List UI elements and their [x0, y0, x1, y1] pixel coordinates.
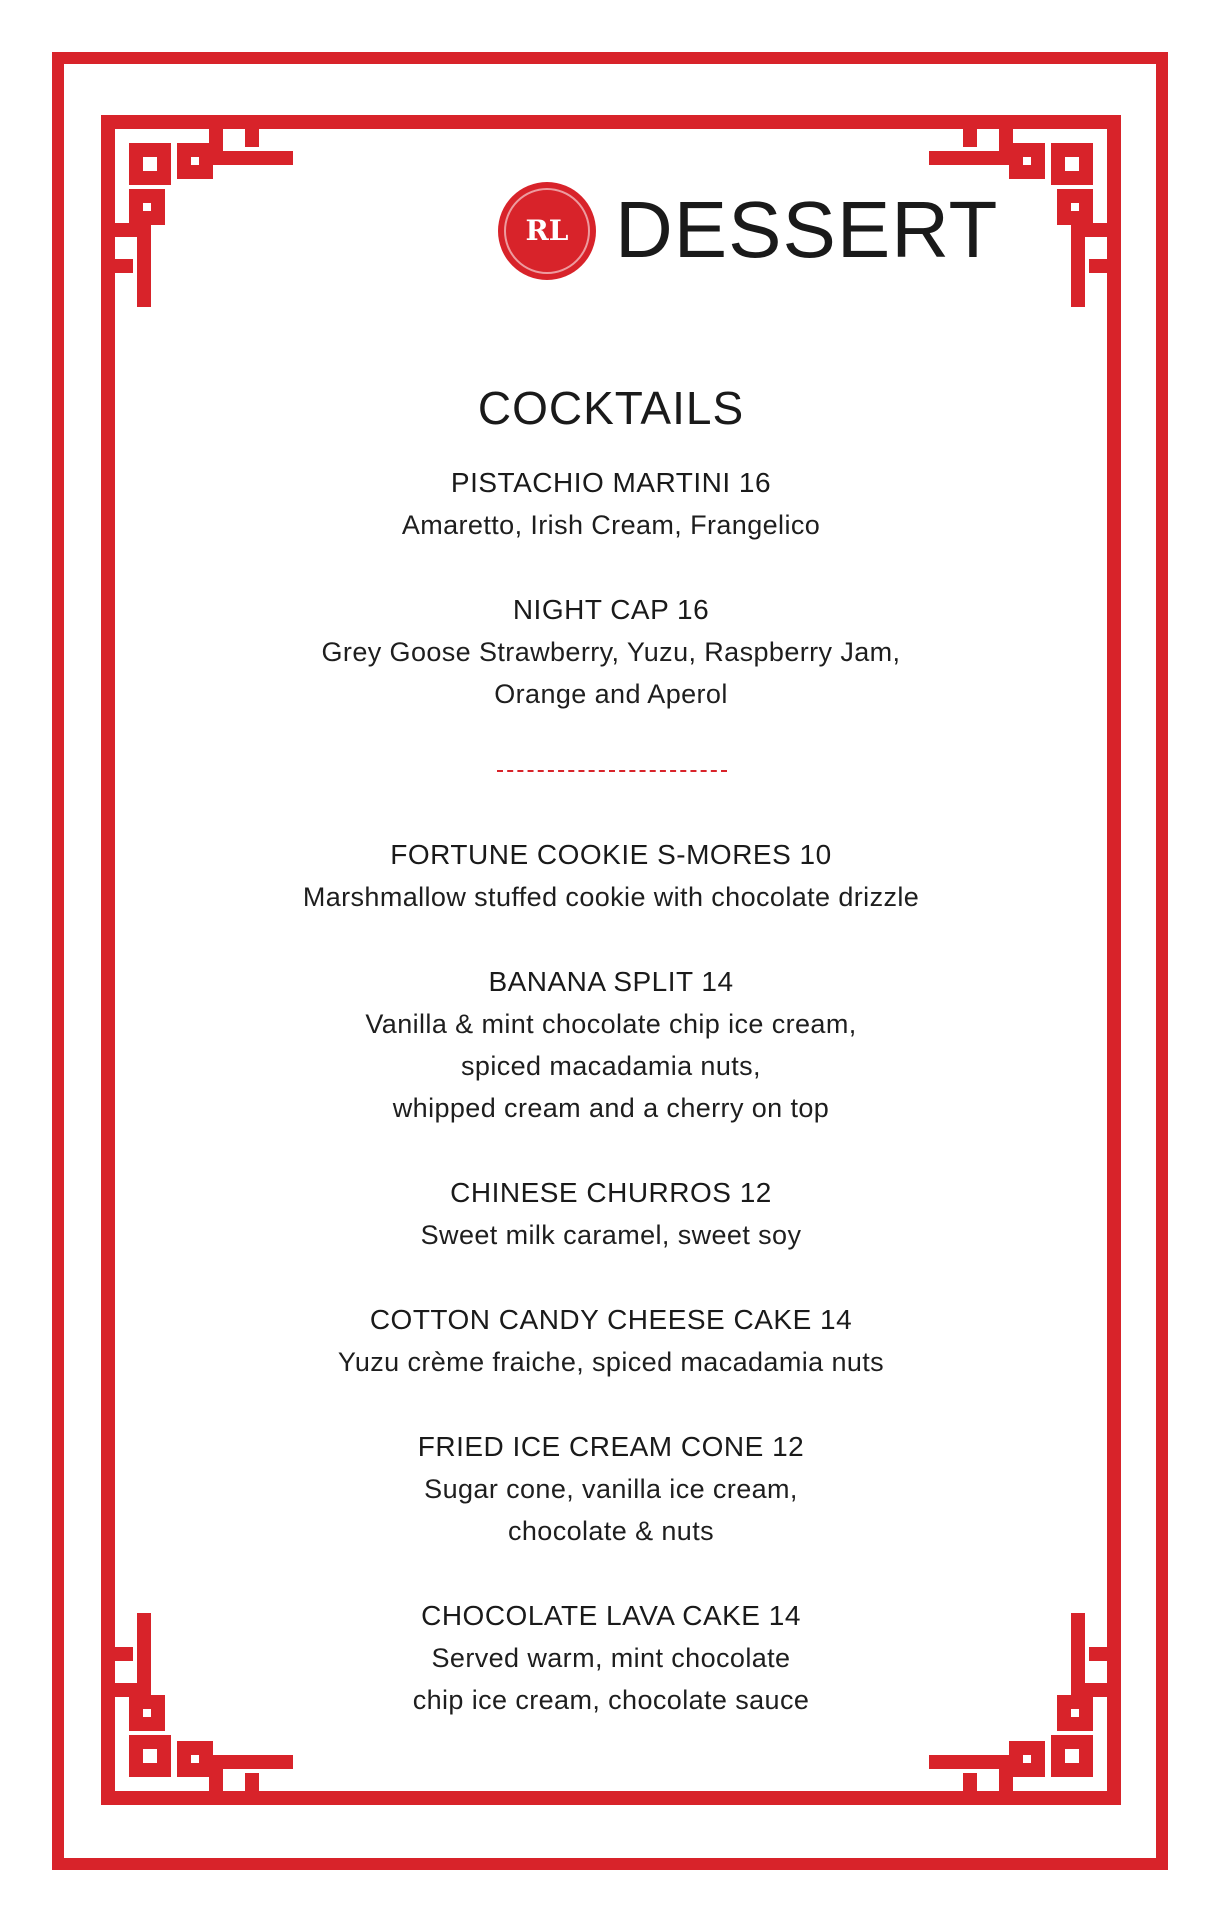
brand-logo [498, 182, 596, 280]
menu-item [130, 1426, 1092, 1552]
item-description: chocolate & nuts [507, 1516, 715, 1546]
logo-ring [504, 188, 590, 274]
item-description: Sugar cone, vanilla ice cream, [424, 1474, 798, 1504]
item-description: Served warm, mint chocolate [431, 1643, 791, 1673]
menu-item [130, 462, 1092, 546]
item-name: COTTON CANDY CHEESE CAKE 14 [369, 1304, 853, 1335]
item-name: BANANA SPLIT 14 [488, 966, 734, 997]
menu-header [130, 182, 1092, 282]
item-name: FRIED ICE CREAM CONE 12 [417, 1431, 805, 1462]
item-description: whipped cream and a cherry on top [392, 1093, 830, 1123]
item-name: NIGHT CAP 16 [512, 594, 710, 625]
menu-content [130, 0, 1092, 1920]
item-description: spiced macadamia nuts, [461, 1051, 761, 1081]
section-divider [497, 770, 727, 772]
menu-item [130, 1595, 1092, 1721]
item-description: Grey Goose Strawberry, Yuzu, Raspberry Jam, [321, 637, 901, 667]
menu-item [130, 834, 1092, 918]
item-description: Orange and Aperol [494, 679, 728, 709]
item-name: CHINESE CHURROS 12 [450, 1177, 772, 1208]
item-description: Sweet milk caramel, sweet soy [420, 1220, 802, 1250]
item-description: Yuzu crème fraiche, spiced macadamia nuts [337, 1347, 885, 1377]
item-description: Vanilla & mint chocolate chip ice cream, [365, 1009, 857, 1039]
logo-initials: RL [525, 214, 569, 247]
item-name: FORTUNE COOKIE S-MORES 10 [390, 839, 832, 870]
menu-item [130, 961, 1092, 1129]
section-title-cocktails: COCKTAILS [477, 382, 745, 434]
menu-item [130, 1172, 1092, 1256]
menu-item [130, 1299, 1092, 1383]
page-title: DESSERT [615, 185, 999, 274]
item-description: Amaretto, Irish Cream, Frangelico [401, 510, 821, 540]
item-name: PISTACHIO MARTINI 16 [450, 467, 772, 498]
item-name: CHOCOLATE LAVA CAKE 14 [421, 1600, 801, 1631]
menu-item [130, 589, 1092, 715]
item-description: chip ice cream, chocolate sauce [412, 1685, 810, 1715]
item-description: Marshmallow stuffed cookie with chocolate drizzle [302, 882, 920, 912]
